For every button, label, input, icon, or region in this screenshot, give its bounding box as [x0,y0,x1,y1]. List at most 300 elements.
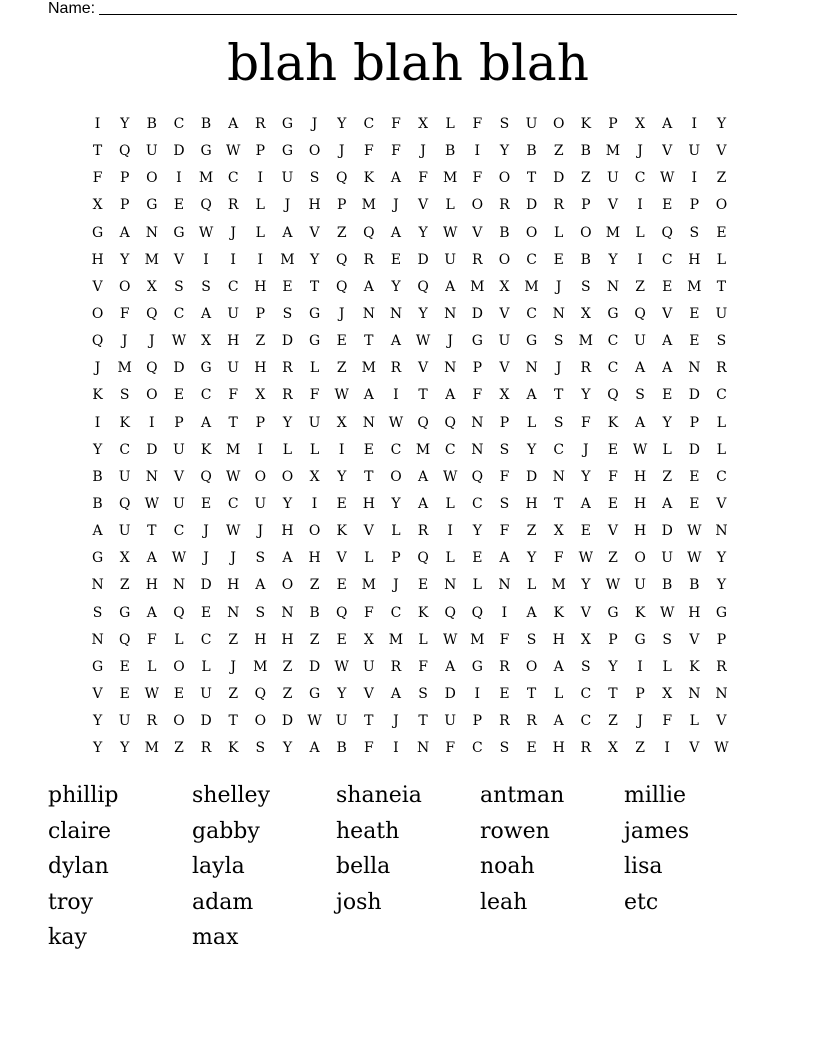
grid-letter: O [146,387,158,404]
grid-letter: G [281,143,294,160]
grid-letter: L [635,224,645,241]
word-list-item: max [192,925,239,950]
grid-letter: A [390,333,401,350]
grid-letter: I [176,170,182,187]
grid-letter: N [471,441,484,458]
grid-row [84,113,735,140]
grid-letter: C [607,333,619,350]
grid-letter: F [391,116,401,132]
word-list-item: antman [480,783,565,808]
grid-letter: W [225,523,241,540]
grid-letter: P [174,414,184,431]
grid-letter: M [117,360,132,377]
grid-letter: E [119,658,130,675]
grid-letter: A [580,495,591,512]
grid-letter: N [444,577,457,594]
grid-letter: Y [120,116,130,132]
grid-letter: J [94,360,101,377]
grid-letter: P [716,631,727,648]
grid-letter: A [363,278,374,295]
grid-letter: I [664,740,670,757]
grid-letter: P [608,116,618,132]
grid-letter: Q [471,468,484,485]
grid-letter: F [608,468,618,485]
grid-letter: E [336,577,347,594]
grid-letter: S [581,278,591,295]
grid-letter: O [580,224,592,241]
grid-letter: L [662,441,672,458]
grid-letter: Q [417,414,429,431]
grid-row [84,547,735,574]
grid-letter: A [146,604,157,621]
grid-letter: Q [146,360,158,377]
grid-letter: Y [120,251,130,268]
grid-letter: A [526,387,537,404]
grid-letter: U [607,170,619,187]
grid-letter: L [282,441,293,458]
word-list-item: heath [336,818,400,844]
grid-letter: J [338,305,345,322]
grid-letter: U [498,333,511,350]
grid-letter: K [200,441,212,458]
grid-letter: D [688,387,700,404]
grid-letter: V [716,495,727,512]
grid-letter: Z [716,170,727,187]
grid-letter: U [227,360,240,377]
grid-letter: Y [662,414,672,431]
grid-letter: Q [335,604,348,621]
grid-letter: V [580,604,591,621]
grid-letter: F [662,713,673,730]
grid-letter: E [173,685,185,702]
grid-letter: P [119,170,130,187]
grid-letter: F [472,387,483,404]
grid-letter: W [442,224,458,241]
grid-letter: L [445,495,455,512]
grid-letter: P [689,197,700,214]
grid-letter: I [311,495,318,512]
grid-letter: F [499,468,510,485]
grid-letter: X [336,414,347,431]
grid-letter: T [147,523,157,540]
grid-letter: I [94,116,101,132]
grid-letter: C [716,468,727,485]
grid-letter: N [444,305,457,322]
grid-letter: O [498,251,511,268]
grid-letter: S [499,116,510,132]
grid-letter: L [147,658,157,675]
grid-letter: M [415,441,431,458]
grid-letter: M [578,333,593,350]
grid-letter: E [526,740,537,757]
grid-letter: D [525,468,538,485]
grid-letter: G [173,224,185,241]
grid-letter: E [689,305,700,322]
grid-letter: K [553,604,564,621]
grid-letter: N [606,278,620,295]
grid-letter: Y [581,387,591,404]
grid-letter: M [687,278,702,295]
grid-letter: C [444,441,456,458]
grid-letter: H [633,523,647,540]
grid-letter: J [149,333,155,350]
grid-row [84,249,735,276]
grid-row [84,493,735,520]
grid-letter: B [92,495,103,512]
grid-letter: G [281,116,294,132]
grid-letter: H [688,251,701,268]
grid-letter: X [201,333,212,350]
grid-letter: A [499,550,510,567]
grid-letter: D [308,658,321,675]
grid-letter: G [715,604,728,621]
grid-letter: L [445,550,455,567]
grid-letter: Y [581,468,591,485]
grid-letter: O [173,713,185,730]
grid-letter: W [659,604,675,621]
grid-letter: Q [661,224,673,241]
grid-letter: V [689,631,700,648]
grid-letter: Y [608,658,618,675]
grid-letter: Z [608,713,618,730]
grid-letter: U [200,685,212,702]
grid-letter: F [146,631,157,648]
grid-letter: V [716,713,727,730]
grid-letter: V [499,305,510,322]
grid-letter: Q [444,414,456,431]
grid-letter: S [499,495,510,512]
grid-letter: T [228,713,238,730]
grid-letter: Q [118,631,131,648]
grid-letter: P [635,685,645,702]
grid-letter: P [499,414,510,431]
grid-letter: N [525,360,538,377]
grid-letter: V [662,305,673,322]
grid-letter: P [689,414,700,431]
grid-letter: U [145,143,158,160]
name-label: Name: [48,0,96,17]
grid-letter: Z [336,224,347,241]
grid-letter: R [282,387,293,404]
grid-letter: G [634,631,646,648]
grid-letter: R [390,658,402,675]
grid-letter: V [716,143,727,160]
grid-letter: N [145,468,158,485]
grid-letter: A [662,360,673,377]
grid-letter: M [361,577,376,594]
name-underline [99,0,737,15]
grid-letter: L [526,577,537,594]
grid-letter: U [362,658,375,675]
grid-letter: Q [254,685,267,702]
grid-letter: Y [92,713,103,730]
word-list [48,778,768,956]
grid-letter: K [580,116,592,132]
grid-letter: J [447,333,453,350]
grid-letter: O [471,197,484,214]
grid-letter: I [691,170,698,187]
grid-letter: I [393,740,399,757]
grid-letter: H [227,333,240,350]
grid-letter: L [716,414,727,431]
grid-letter: A [146,550,157,567]
grid-letter: I [637,197,643,214]
grid-letter: A [445,387,456,404]
grid-letter: E [173,387,185,404]
grid-letter: H [633,468,647,485]
grid-letter: T [364,468,374,485]
grid-letter: R [227,197,239,214]
grid-letter: Q [634,305,646,322]
grid-letter: B [200,116,212,132]
grid-letter: H [254,631,267,648]
grid-letter: U [118,713,131,730]
grid-letter: D [525,197,538,214]
grid-letter: H [525,495,538,512]
grid-letter: Q [173,604,185,621]
grid-letter: L [418,631,428,648]
grid-letter: L [309,360,320,377]
grid-letter: Q [146,305,158,322]
grid-letter: W [578,550,593,567]
grid-letter: C [390,604,402,621]
grid-letter: P [472,360,483,377]
grid-letter: W [415,333,431,350]
grid-letter: Z [282,658,293,675]
grid-letter: Y [418,224,428,241]
grid-letter: W [714,740,729,757]
grid-letter: E [553,251,564,268]
grid-letter: U [444,251,457,268]
grid-letter: X [580,305,591,322]
grid-letter: U [634,333,646,350]
grid-letter: W [144,685,159,702]
grid-letter: G [91,550,104,567]
grid-letter: C [173,116,185,132]
grid-letter: A [282,224,293,241]
grid-letter: X [92,197,103,214]
grid-letter: L [309,441,320,458]
grid-letter: S [689,224,700,241]
grid-letter: E [716,224,727,241]
grid-letter: R [580,740,592,757]
grid-letter: M [226,441,241,458]
grid-letter: D [688,441,700,458]
grid-letter: K [634,604,646,621]
grid-row [84,656,735,683]
grid-letter: S [174,278,184,295]
grid-letter: X [635,116,646,132]
grid-letter: O [281,577,294,594]
grid-letter: M [361,360,376,377]
grid-letter: A [635,414,646,431]
word-list-item: gabby [192,818,260,844]
grid-letter: A [418,468,429,485]
grid-letter: B [499,224,510,241]
grid-letter: E [390,251,402,268]
grid-letter: O [498,170,511,187]
grid-letter: J [393,713,399,730]
grid-letter: U [335,713,348,730]
grid-letter: T [418,387,428,404]
grid-letter: B [526,143,537,160]
grid-letter: R [499,197,510,214]
grid-letter: H [308,197,321,214]
grid-letter: S [716,333,727,350]
grid-letter: L [391,523,401,540]
grid-letter: I [257,251,264,268]
grid-letter: R [200,740,212,757]
grid-letter: O [254,713,267,730]
grid-letter: C [526,251,537,268]
grid-letter: Z [526,523,537,540]
grid-letter: Y [309,251,320,268]
grid-letter: E [282,278,293,295]
grid-letter: W [334,387,349,404]
grid-letter: N [362,414,375,431]
grid-letter: L [255,197,265,214]
grid-letter: Q [200,197,212,214]
grid-letter: Y [526,550,537,567]
grid-letter: W [171,550,187,567]
grid-letter: E [689,468,700,485]
grid-letter: M [470,631,485,648]
grid-letter: N [227,604,240,621]
grid-letter: V [607,197,618,214]
grid-letter: L [554,224,564,241]
grid-letter: N [91,577,104,594]
grid-letter: C [553,441,565,458]
grid-row [84,737,735,764]
grid-letter: M [253,658,268,675]
grid-letter: N [145,224,158,241]
grid-letter: R [716,360,727,377]
grid-letter: X [499,278,510,295]
grid-letter: A [662,333,673,350]
grid-letter: A [526,604,537,621]
grid-letter: K [363,170,375,187]
grid-row [84,439,735,466]
grid-letter: E [363,441,374,458]
grid-letter: L [445,116,455,132]
grid-letter: U [661,550,674,567]
grid-letter: Q [607,387,619,404]
grid-letter: N [471,414,484,431]
grid-letter: M [605,143,621,160]
grid-letter: R [255,116,266,132]
grid-letter: L [716,441,727,458]
grid-letter: T [364,333,374,350]
grid-letter: K [227,740,239,757]
grid-letter: J [555,360,562,377]
grid-letter: A [390,685,401,702]
grid-letter: M [280,251,295,268]
grid-letter: M [361,197,376,214]
grid-letter: R [580,360,592,377]
grid-letter: E [336,333,347,350]
grid-letter: G [308,333,321,350]
grid-letter: H [254,360,267,377]
grid-letter: Q [417,278,429,295]
grid-letter: A [662,495,673,512]
grid-letter: D [281,333,294,350]
grid-letter: V [309,224,320,241]
grid-letter: E [200,604,212,621]
word-list-item: james [624,818,690,844]
grid-letter: F [418,658,428,675]
grid-letter: H [552,631,565,648]
grid-letter: K [607,414,619,431]
grid-letter: H [552,740,565,757]
word-list-item: etc [624,889,659,915]
grid-letter: L [689,713,699,730]
grid-letter: F [418,170,428,187]
grid-letter: X [119,550,130,567]
grid-letter: J [203,523,209,540]
grid-letter: E [119,685,130,702]
grid-letter: S [499,740,510,757]
grid-letter: I [338,441,345,458]
grid-letter: A [92,523,103,540]
grid-letter: V [418,360,429,377]
grid-letter: F [472,116,483,132]
grid-letter: O [525,224,538,241]
grid-row [84,167,735,194]
grid-letter: Z [309,577,320,594]
grid-letter: D [444,685,456,702]
grid-letter: Q [417,550,429,567]
grid-letter: W [225,143,241,160]
grid-letter: V [363,685,374,702]
grid-letter: A [662,116,673,132]
grid-letter: Q [335,278,348,295]
grid-letter: Y [92,441,103,458]
grid-letter: S [119,387,130,404]
grid-letter: C [471,495,483,512]
grid-letter: F [391,143,401,160]
grid-letter: A [418,495,429,512]
grid-letter: U [688,143,701,160]
grid-letter: R [499,658,510,675]
grid-letter: Y [282,740,293,757]
grid-letter: G [525,333,538,350]
grid-letter: X [363,631,374,648]
grid-letter: U [173,441,185,458]
grid-letter: T [554,495,564,512]
grid-letter: C [227,170,239,187]
grid-letter: J [203,550,209,567]
grid-letter: A [201,305,212,322]
grid-letter: N [389,305,403,322]
grid-row [84,520,735,547]
grid-letter: D [146,441,158,458]
grid-letter: C [227,495,239,512]
grid-letter: K [417,604,429,621]
grid-letter: W [687,550,702,567]
grid-letter: N [172,577,186,594]
grid-letter: X [309,468,320,485]
grid-letter: A [119,224,130,241]
grid-letter: F [309,387,320,404]
grid-letter: Z [635,278,645,295]
grid-row [84,574,735,601]
grid-letter: P [608,631,618,648]
grid-letter: N [498,577,511,594]
grid-letter: C [173,305,185,322]
grid-letter: P [255,414,266,431]
grid-letter: G [471,333,483,350]
grid-letter: S [499,441,510,458]
